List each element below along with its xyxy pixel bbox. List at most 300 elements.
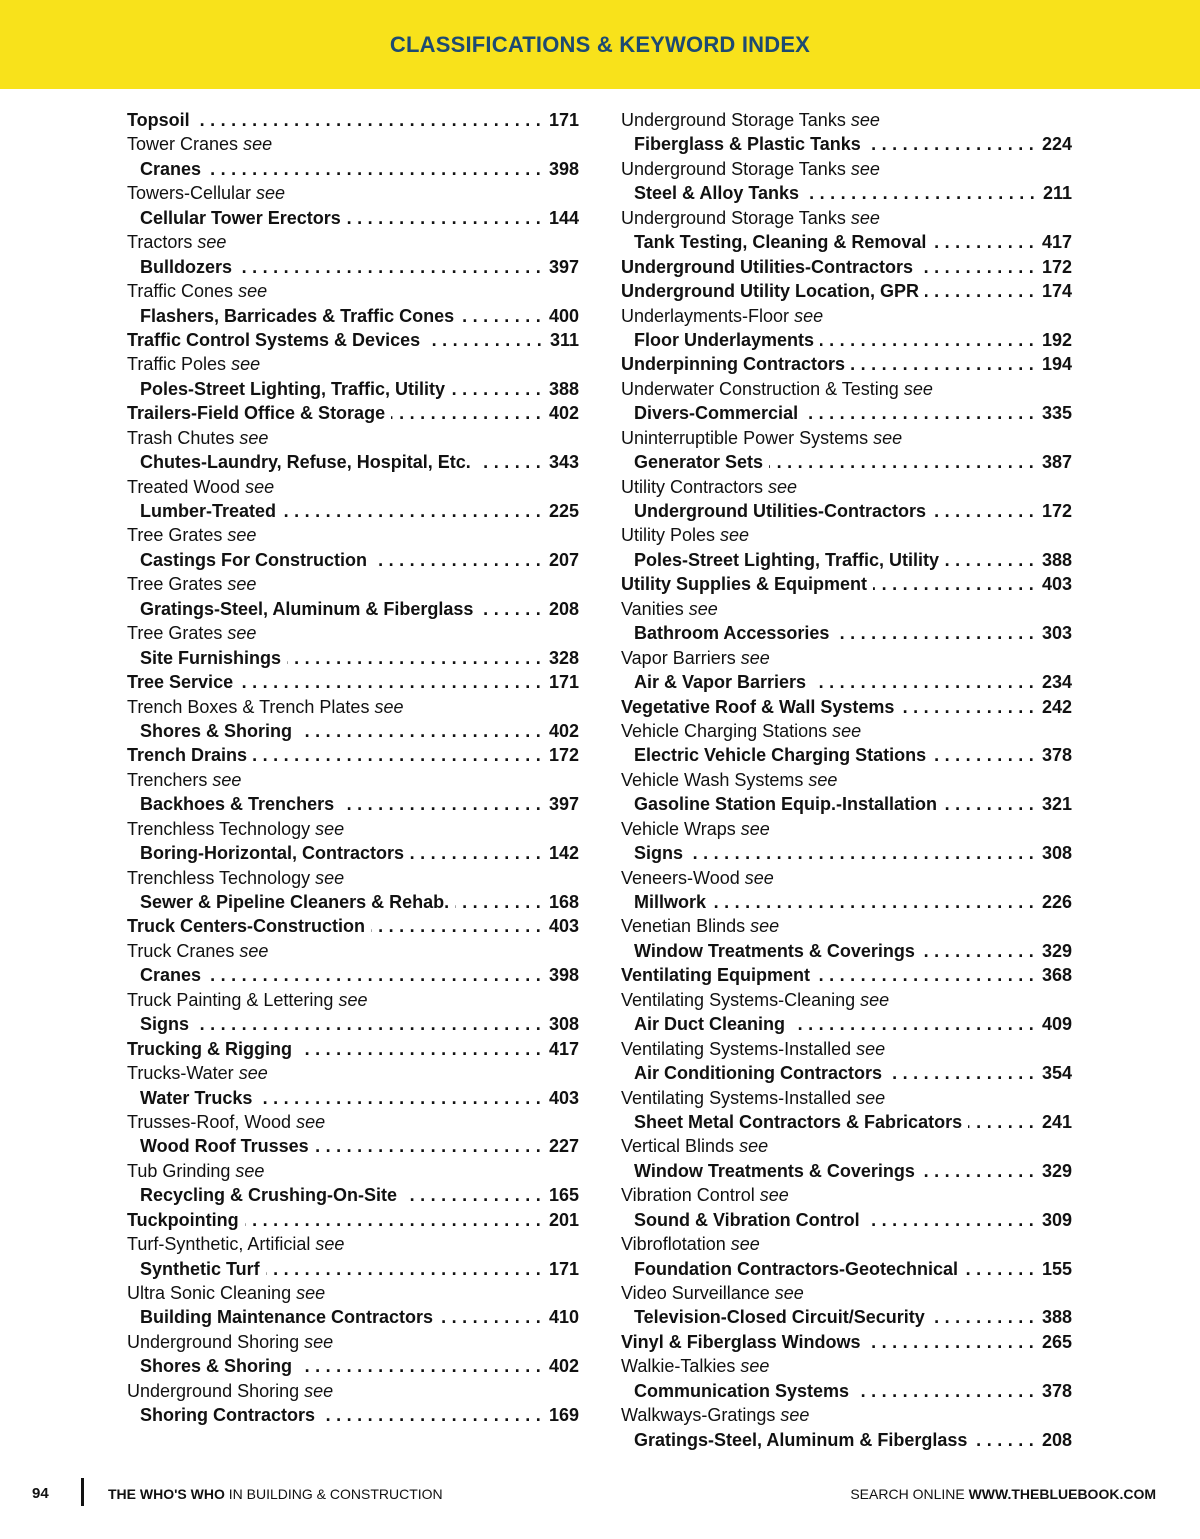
entry-title: Poles-Street Lighting, Traffic, Utility — [634, 549, 940, 570]
see-label: see — [903, 378, 933, 399]
dot-leader — [689, 841, 1034, 865]
index-entry[interactable] — [621, 1330, 1072, 1354]
dot-leader — [479, 597, 541, 621]
dot-leader — [835, 621, 1034, 645]
page-reference: 155 — [1041, 1258, 1072, 1279]
entry-title: Sound & Vibration Control — [634, 1209, 860, 1230]
index-reference-entry[interactable] — [621, 401, 1072, 425]
page-reference: 368 — [1041, 965, 1072, 986]
dot-leader — [282, 499, 541, 523]
index-reference-entry[interactable] — [621, 670, 1072, 694]
index-reference-entry[interactable] — [127, 377, 579, 401]
dot-leader — [820, 328, 1034, 352]
see-label: see — [744, 867, 774, 888]
publication-name-rest: IN BUILDING & CONSTRUCTION — [224, 1486, 443, 1502]
index-reference-entry[interactable] — [621, 450, 1072, 474]
see-label: see — [245, 476, 275, 497]
see-label: see — [688, 598, 718, 619]
dot-leader — [477, 450, 541, 474]
entry-title: Utility Supplies & Equipment — [621, 574, 868, 595]
entry-title: Bulldozers — [140, 256, 233, 277]
see-label: see — [860, 989, 890, 1010]
index-column-left — [127, 108, 579, 1428]
index-reference-entry[interactable] — [621, 1012, 1072, 1036]
term-text: Trucks-Water — [127, 1063, 234, 1084]
index-reference-entry[interactable] — [621, 181, 1072, 205]
index-reference-entry[interactable] — [127, 792, 579, 816]
entry-title: Chutes-Laundry, Refuse, Hospital, Etc. — [140, 452, 471, 473]
index-entry[interactable] — [127, 1037, 579, 1061]
see-label: see — [227, 525, 257, 546]
index-reference-entry[interactable] — [621, 1428, 1072, 1452]
dot-leader — [196, 108, 541, 132]
index-entry[interactable] — [621, 963, 1072, 987]
cross-reference-term — [127, 572, 579, 596]
term-text: Trenchless Technology — [127, 818, 311, 839]
index-entry[interactable] — [127, 914, 579, 938]
term-text: Underlayments-Floor — [621, 305, 790, 326]
cross-reference-term — [127, 352, 579, 376]
dot-leader — [451, 377, 541, 401]
index-reference-entry[interactable] — [621, 499, 1072, 523]
dot-leader — [973, 1428, 1034, 1452]
entry-title: Lumber-Treated — [140, 501, 277, 521]
entry-title: Shores & Shoring — [140, 1356, 293, 1377]
cross-reference-term — [621, 768, 1072, 792]
entry-title: Air Duct Cleaning — [634, 1014, 786, 1035]
page-reference: 343 — [548, 452, 579, 473]
index-reference-entry[interactable] — [127, 1086, 579, 1110]
page-reference: 397 — [548, 256, 579, 277]
term-text: Vehicle Wash Systems — [621, 769, 804, 790]
dot-leader — [403, 1183, 541, 1207]
dot-leader — [207, 157, 541, 181]
index-reference-entry[interactable] — [621, 621, 1072, 645]
page-reference: 171 — [548, 1258, 579, 1279]
index-reference-entry[interactable] — [621, 1159, 1072, 1183]
index-reference-entry[interactable] — [127, 597, 579, 621]
dot-leader — [410, 841, 541, 865]
see-label: see — [740, 647, 770, 668]
index-entry[interactable] — [127, 401, 579, 425]
index-reference-entry[interactable] — [127, 1012, 579, 1036]
publication-name-bold: THE WHO'S WHO — [108, 1486, 225, 1502]
index-reference-entry[interactable] — [127, 963, 579, 987]
cross-reference-term — [621, 1134, 1072, 1158]
dot-leader — [287, 646, 541, 670]
page-reference: 311 — [549, 329, 579, 350]
dot-leader — [253, 743, 541, 767]
cross-reference-term — [127, 132, 579, 156]
page-reference: 208 — [1041, 1429, 1072, 1450]
dot-leader — [347, 206, 541, 230]
cross-reference-term — [621, 646, 1072, 670]
term-text: Vibration Control — [621, 1185, 755, 1206]
dot-leader — [391, 401, 541, 425]
page-reference: 171 — [548, 672, 579, 693]
entry-title: Television-Closed Circuit/Security — [634, 1307, 925, 1328]
term-text: Turf-Synthetic, Artificial — [127, 1234, 311, 1255]
entry-title: Underpinning Contractors — [621, 354, 845, 375]
cross-reference-term — [621, 1403, 1072, 1427]
page-reference: 201 — [548, 1209, 579, 1230]
page-number: 94 — [32, 1485, 49, 1502]
see-label: see — [338, 989, 368, 1010]
index-reference-entry[interactable] — [127, 1183, 579, 1207]
entry-title: Underground Utilities-Contractors — [634, 501, 927, 521]
index-reference-entry[interactable] — [621, 743, 1072, 767]
page-reference: 165 — [548, 1185, 579, 1206]
page-reference: 227 — [548, 1136, 579, 1157]
index-reference-entry[interactable] — [127, 157, 579, 181]
index-entry[interactable] — [621, 572, 1072, 596]
page-reference: 409 — [1041, 1014, 1072, 1035]
entry-title: Communication Systems — [634, 1380, 850, 1401]
entry-title: Tank Testing, Cleaning & Removal — [634, 232, 927, 253]
entry-title: Backhoes & Trenchers — [140, 794, 335, 815]
page-reference: 169 — [548, 1405, 579, 1426]
term-text: Vibroflotation — [621, 1234, 726, 1255]
entry-title: Generator Sets — [634, 452, 764, 473]
page-reference: 397 — [548, 794, 579, 815]
cross-reference-term — [127, 181, 579, 205]
see-label: see — [856, 1038, 886, 1059]
index-reference-entry[interactable] — [621, 1061, 1072, 1085]
entry-title: Traffic Control Systems & Devices — [127, 329, 421, 350]
see-label: see — [315, 867, 345, 888]
cross-reference-term — [127, 1159, 579, 1183]
page-reference: 388 — [1041, 1307, 1072, 1328]
index-reference-entry[interactable] — [127, 548, 579, 572]
see-label: see — [239, 940, 269, 961]
search-label: SEARCH ONLINE — [850, 1486, 969, 1502]
index-entry[interactable] — [621, 255, 1072, 279]
page-reference: 224 — [1041, 134, 1072, 155]
cross-reference-term — [621, 377, 1072, 401]
page-reference: 398 — [548, 158, 579, 179]
index-reference-entry[interactable] — [127, 890, 579, 914]
cross-reference-term — [127, 1379, 579, 1403]
dot-leader — [805, 181, 1035, 205]
index-reference-entry[interactable] — [621, 792, 1072, 816]
term-text: Vertical Blinds — [621, 1136, 735, 1157]
cross-reference-term — [621, 1086, 1072, 1110]
index-header-band — [0, 0, 1200, 89]
see-label: see — [212, 769, 242, 790]
page-reference: 309 — [1041, 1209, 1072, 1230]
website-link[interactable]: WWW.THEBLUEBOOK.COM — [968, 1486, 1156, 1502]
entry-title: Cranes — [140, 965, 202, 986]
term-text: Traffic Poles — [127, 354, 227, 375]
entry-title: Recycling & Crushing-On-Site — [140, 1185, 398, 1206]
term-text: Trusses-Roof, Wood — [127, 1111, 292, 1132]
term-text: Truck Cranes — [127, 940, 235, 961]
index-reference-entry[interactable] — [621, 1305, 1072, 1329]
page-reference: 403 — [548, 1087, 579, 1108]
cross-reference-term — [621, 866, 1072, 890]
page-reference: 378 — [1041, 745, 1072, 766]
see-label: see — [739, 1136, 769, 1157]
page-reference: 398 — [548, 965, 579, 986]
entry-title: Boring-Horizontal, Contractors — [140, 843, 404, 864]
page-reference: 388 — [548, 378, 579, 399]
entry-title: Trailers-Field Office & Storage — [127, 403, 386, 424]
index-reference-entry[interactable] — [127, 646, 579, 670]
term-text: Tree Grates — [127, 623, 223, 644]
entry-title: Electric Vehicle Charging Stations — [634, 745, 927, 766]
cross-reference-term — [127, 1330, 579, 1354]
term-text: Ventilating Systems-Cleaning — [621, 989, 856, 1010]
entry-title: Gratings-Steel, Aluminum & Fiberglass — [634, 1429, 968, 1450]
term-text: Underground Shoring — [127, 1380, 300, 1401]
dot-leader — [888, 1061, 1034, 1085]
see-label: see — [304, 1380, 334, 1401]
entry-title: Divers-Commercial — [634, 403, 799, 424]
dot-leader — [321, 1403, 541, 1427]
see-label: see — [256, 183, 286, 204]
term-text: Vapor Barriers — [621, 647, 736, 668]
page-reference: 265 — [1041, 1331, 1072, 1352]
entry-title: Water Trucks — [140, 1087, 253, 1108]
cross-reference-term — [127, 621, 579, 645]
index-entry[interactable] — [127, 670, 579, 694]
dot-leader — [426, 328, 542, 352]
index-reference-entry[interactable] — [127, 450, 579, 474]
dot-leader — [812, 670, 1034, 694]
page-reference: 329 — [1041, 1160, 1072, 1181]
cross-reference-term — [621, 988, 1072, 1012]
cross-reference-term — [621, 817, 1072, 841]
index-reference-entry[interactable] — [127, 1403, 579, 1427]
entry-title: Floor Underlayments — [634, 329, 815, 350]
dot-leader — [245, 1208, 541, 1232]
page-reference: 234 — [1041, 672, 1072, 693]
see-label: see — [296, 1111, 326, 1132]
index-entry[interactable] — [127, 1208, 579, 1232]
dot-leader — [340, 792, 541, 816]
see-label: see — [197, 232, 227, 253]
page-reference: 378 — [1041, 1380, 1072, 1401]
index-reference-entry[interactable] — [621, 841, 1072, 865]
search-online — [850, 1486, 1156, 1502]
entry-title: Underground Utility Location, GPR — [621, 281, 919, 302]
term-text: Vanities — [621, 598, 684, 619]
entry-title: Fiberglass & Plastic Tanks — [634, 134, 861, 155]
page-reference: 403 — [1041, 574, 1072, 595]
see-label: see — [794, 305, 824, 326]
see-label: see — [304, 1331, 334, 1352]
index-entry[interactable] — [127, 328, 579, 352]
see-label: see — [740, 1356, 770, 1377]
page-reference: 387 — [1041, 452, 1072, 473]
see-label: see — [227, 574, 257, 595]
term-text: Ventilating Systems-Installed — [621, 1038, 852, 1059]
page-footer — [0, 1478, 1200, 1508]
index-reference-entry[interactable] — [621, 1379, 1072, 1403]
see-label: see — [850, 207, 880, 228]
entry-title: Cranes — [140, 158, 202, 179]
publication-name — [108, 1486, 443, 1502]
index-reference-entry[interactable] — [127, 1134, 579, 1158]
see-label: see — [231, 354, 261, 375]
dot-leader — [804, 401, 1034, 425]
page-reference: 388 — [1041, 549, 1072, 570]
term-text: Walkways-Gratings — [621, 1405, 776, 1426]
page-reference: 172 — [548, 745, 579, 766]
term-text: Underground Storage Tanks — [621, 110, 846, 130]
see-label: see — [873, 427, 903, 448]
term-text: Vehicle Charging Stations — [621, 720, 828, 741]
dot-leader — [238, 255, 541, 279]
term-text: Trench Boxes & Trench Plates — [127, 696, 370, 717]
dot-leader — [769, 450, 1034, 474]
term-text: Underground Storage Tanks — [621, 158, 846, 179]
entry-title: Sewer & Pipeline Cleaners & Rehab. — [140, 892, 450, 912]
page-reference: 192 — [1041, 329, 1072, 350]
dot-leader — [968, 1110, 1034, 1134]
entry-title: Site Furnishings — [140, 647, 282, 668]
cross-reference-term — [621, 157, 1072, 181]
page-reference: 354 — [1041, 1063, 1072, 1084]
index-entry[interactable] — [621, 695, 1072, 719]
dot-leader — [921, 1159, 1034, 1183]
page-reference: 417 — [1041, 232, 1072, 253]
dot-leader — [712, 890, 1034, 914]
page-reference: 417 — [548, 1038, 579, 1059]
dot-leader — [921, 939, 1034, 963]
page-title: CLASSIFICATIONS & KEYWORD INDEX — [389, 31, 811, 57]
dot-leader — [867, 1330, 1034, 1354]
index-reference-entry[interactable] — [621, 890, 1072, 914]
see-label: see — [850, 158, 880, 179]
index-reference-entry[interactable] — [621, 132, 1072, 156]
cross-reference-term — [621, 597, 1072, 621]
dot-leader — [266, 1257, 541, 1281]
see-label: see — [856, 1087, 886, 1108]
entry-title: Foundation Contractors-Geotechnical — [634, 1258, 959, 1279]
entry-title: Signs — [140, 1014, 190, 1035]
index-reference-entry[interactable] — [127, 1354, 579, 1378]
cross-reference-term — [127, 523, 579, 547]
index-entry[interactable] — [621, 279, 1072, 303]
index-reference-entry[interactable] — [621, 1257, 1072, 1281]
dot-leader — [866, 1208, 1034, 1232]
entry-title: Trench Drains — [127, 745, 248, 766]
index-entry[interactable] — [127, 108, 579, 132]
index-reference-entry[interactable] — [621, 328, 1072, 352]
term-text: Ventilating Systems-Installed — [621, 1087, 852, 1108]
see-label: see — [227, 623, 257, 644]
cross-reference-term — [621, 914, 1072, 938]
see-label: see — [780, 1405, 810, 1426]
entry-title: Tree Service — [127, 672, 234, 693]
index-reference-entry[interactable] — [127, 1257, 579, 1281]
cross-reference-term — [127, 279, 579, 303]
see-label: see — [750, 916, 780, 937]
index-reference-entry[interactable] — [621, 230, 1072, 254]
dot-leader — [932, 499, 1034, 523]
see-label: see — [374, 696, 404, 717]
entry-title: Shoring Contractors — [140, 1405, 316, 1426]
dot-leader — [900, 695, 1034, 719]
index-reference-entry[interactable] — [621, 1208, 1072, 1232]
index-reference-entry[interactable] — [621, 1110, 1072, 1134]
dot-leader — [964, 1257, 1034, 1281]
dot-leader — [439, 1305, 541, 1329]
page-reference: 208 — [548, 598, 579, 619]
dot-leader — [258, 1086, 541, 1110]
index-reference-entry[interactable] — [621, 548, 1072, 572]
page-reference: 321 — [1041, 794, 1072, 815]
dot-leader — [932, 230, 1034, 254]
dot-leader — [298, 1354, 541, 1378]
index-entry[interactable] — [621, 352, 1072, 376]
cross-reference-term — [127, 1281, 579, 1305]
term-text: Vehicle Wraps — [621, 818, 736, 839]
term-text: Tub Grinding — [127, 1160, 231, 1181]
page-reference: 172 — [1041, 501, 1072, 521]
index-reference-entry[interactable] — [127, 206, 579, 230]
page-reference: 172 — [1041, 256, 1072, 277]
entry-title: Sheet Metal Contractors & Fabricators — [634, 1111, 963, 1132]
index-reference-entry[interactable] — [127, 304, 579, 328]
entry-title: Synthetic Turf — [140, 1258, 260, 1279]
index-reference-entry[interactable] — [127, 719, 579, 743]
term-text: Towers-Cellular — [127, 183, 252, 204]
term-text: Video Surveillance — [621, 1283, 770, 1303]
see-label: see — [730, 1234, 760, 1255]
term-text: Ultra Sonic Cleaning — [127, 1283, 292, 1303]
cross-reference-term — [127, 1110, 579, 1134]
dot-leader — [315, 1134, 541, 1158]
dot-leader — [931, 1305, 1034, 1329]
cross-reference-term — [621, 1232, 1072, 1256]
cross-reference-term — [621, 523, 1072, 547]
entry-title: Tuckpointing — [127, 1209, 239, 1230]
cross-reference-term — [621, 304, 1072, 328]
entry-title: Air & Vapor Barriers — [634, 672, 807, 693]
index-reference-entry[interactable] — [127, 841, 579, 865]
cross-reference-term — [621, 719, 1072, 743]
cross-reference-term — [621, 1183, 1072, 1207]
entry-title: Shores & Shoring — [140, 720, 293, 741]
index-entry[interactable] — [127, 743, 579, 767]
index-reference-entry[interactable] — [127, 255, 579, 279]
term-text: Tower Cranes — [127, 134, 239, 155]
index-reference-entry[interactable] — [621, 939, 1072, 963]
entry-title: Millwork — [634, 892, 707, 912]
cross-reference-term — [621, 1354, 1072, 1378]
see-label: see — [235, 1160, 265, 1181]
entry-title: Poles-Street Lighting, Traffic, Utility — [140, 378, 446, 399]
term-text: Trash Chutes — [127, 427, 235, 448]
see-label: see — [720, 525, 750, 546]
dot-leader — [371, 914, 541, 938]
cross-reference-term — [621, 1281, 1072, 1305]
term-text: Underground Shoring — [127, 1331, 300, 1352]
index-reference-entry[interactable] — [127, 1305, 579, 1329]
entry-title: Wood Roof Trusses — [140, 1136, 309, 1157]
index-column-right — [621, 108, 1072, 1452]
cross-reference-term — [127, 939, 579, 963]
page-reference: 410 — [548, 1307, 579, 1328]
see-label: see — [238, 1063, 268, 1084]
page-reference: 329 — [1041, 940, 1072, 961]
see-label: see — [850, 110, 880, 130]
entry-title: Bathroom Accessories — [634, 623, 830, 644]
index-reference-entry[interactable] — [127, 499, 579, 523]
cross-reference-term — [127, 817, 579, 841]
